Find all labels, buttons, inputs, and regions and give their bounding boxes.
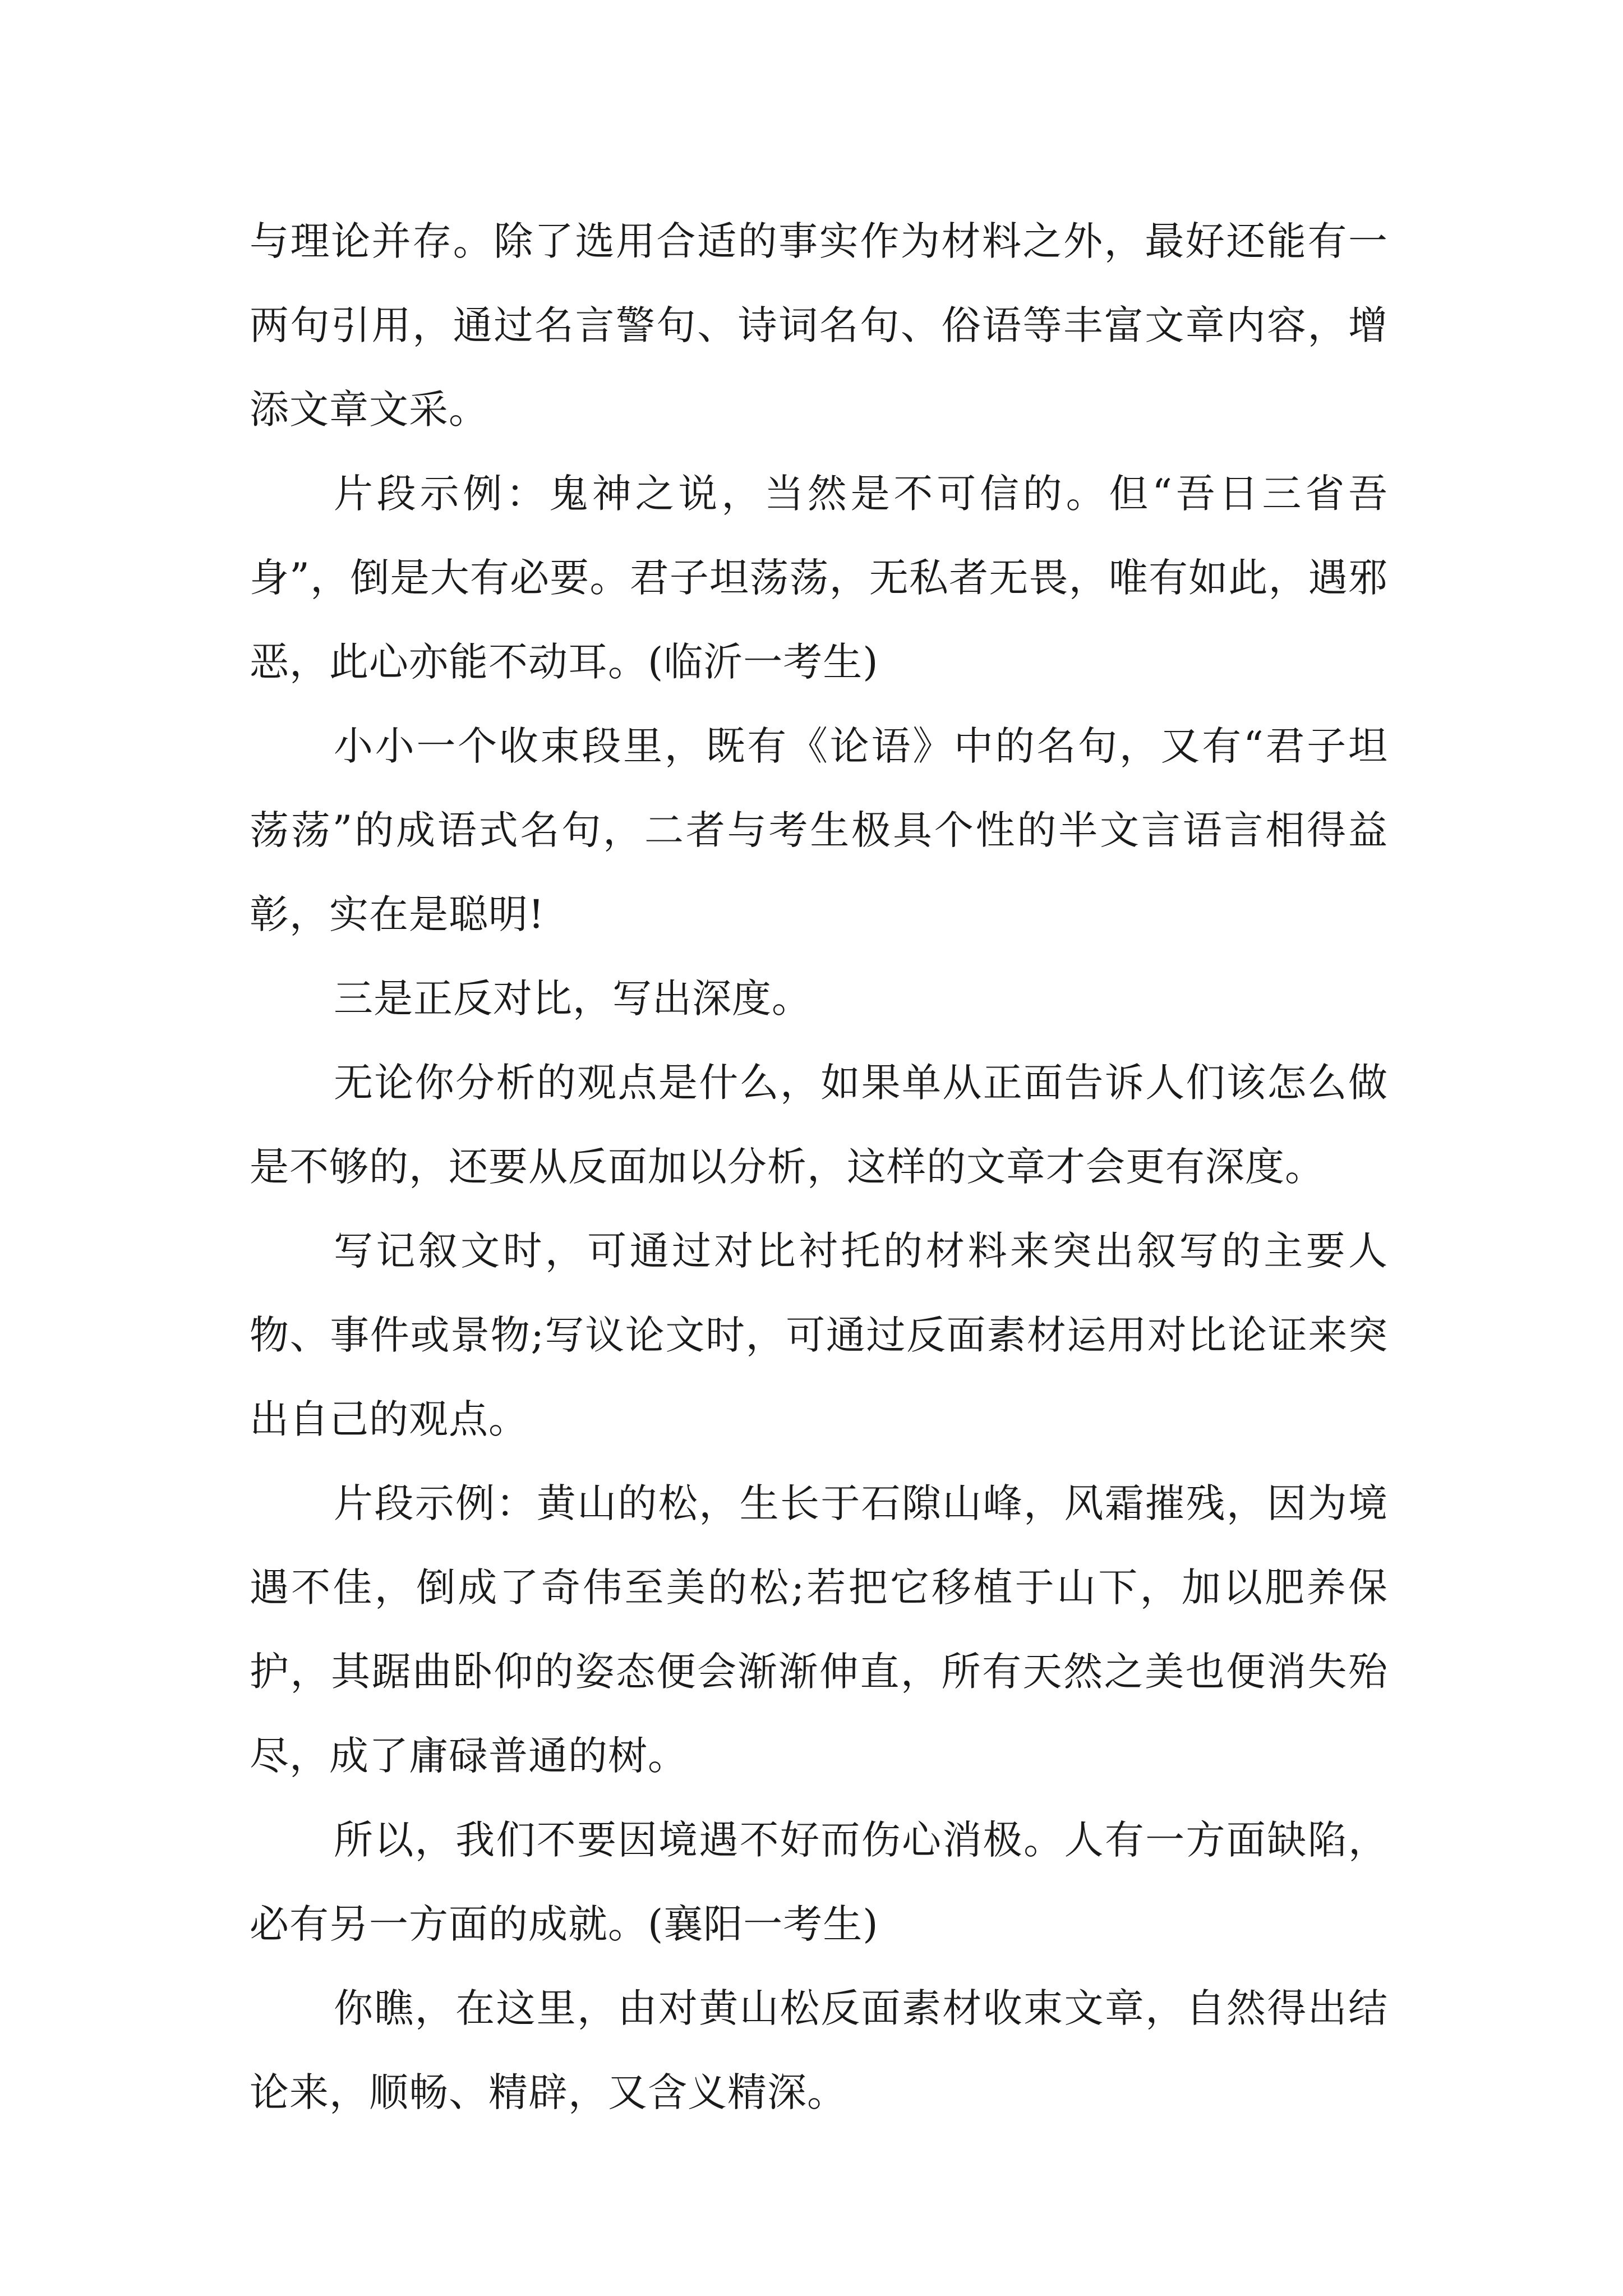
paragraph-1: 与理论并存。除了选用合适的事实作为材料之外，最好还能有一两句引用，通过名言警句、诗词名句、俗语等丰富文章内容，增添文章文采。	[250, 218, 1388, 432]
paragraph-7: 片段示例：黄山的松，生长于石隙山峰，风霜摧残，因为境遇不佳，倒成了奇伟至美的松;若把它移植于山下，加以肥养保护，其踞曲卧仰的姿态便会渐渐伸直，所有天然之美也便消失殆尽，成了庸碌普通的树。	[250, 1480, 1388, 1779]
paragraph-3: 小小一个收束段里，既有《论语》中的名句，又有“君子坦荡荡”的成语式名句，二者与考生极具个性的半文言语言相得益彰，实在是聪明!	[250, 723, 1388, 937]
paragraph-2: 片段示例：鬼神之说，当然是不可信的。但“吾日三省吾身”，倒是大有必要。君子坦荡荡，无私者无畏，唯有如此，遇邪恶，此心亦能不动耳。(临沂一考生)	[250, 471, 1388, 685]
paragraph-4: 三是正反对比，写出深度。	[334, 976, 811, 1022]
paragraph-6: 写记叙文时，可通过对比衬托的材料来突出叙写的主要人物、事件或景物;写议论文时，可通过反面素材运用对比论证来突出自己的观点。	[250, 1228, 1388, 1442]
paragraph-5: 无论你分析的观点是什么，如果单从正面告诉人们该怎么做是不够的，还要从反面加以分析，这样的文章才会更有深度。	[250, 1060, 1388, 1190]
paragraph-9: 你瞧，在这里，由对黄山松反面素材收束文章，自然得出结论来，顺畅、精辟，又含义精深。	[250, 1985, 1388, 2115]
paragraph-8: 所以，我们不要因境遇不好而伤心消极。人有一方面缺陷，必有另一方面的成就。(襄阳一考生)	[250, 1817, 1388, 1947]
document-page	[250, 199, 1388, 2134]
